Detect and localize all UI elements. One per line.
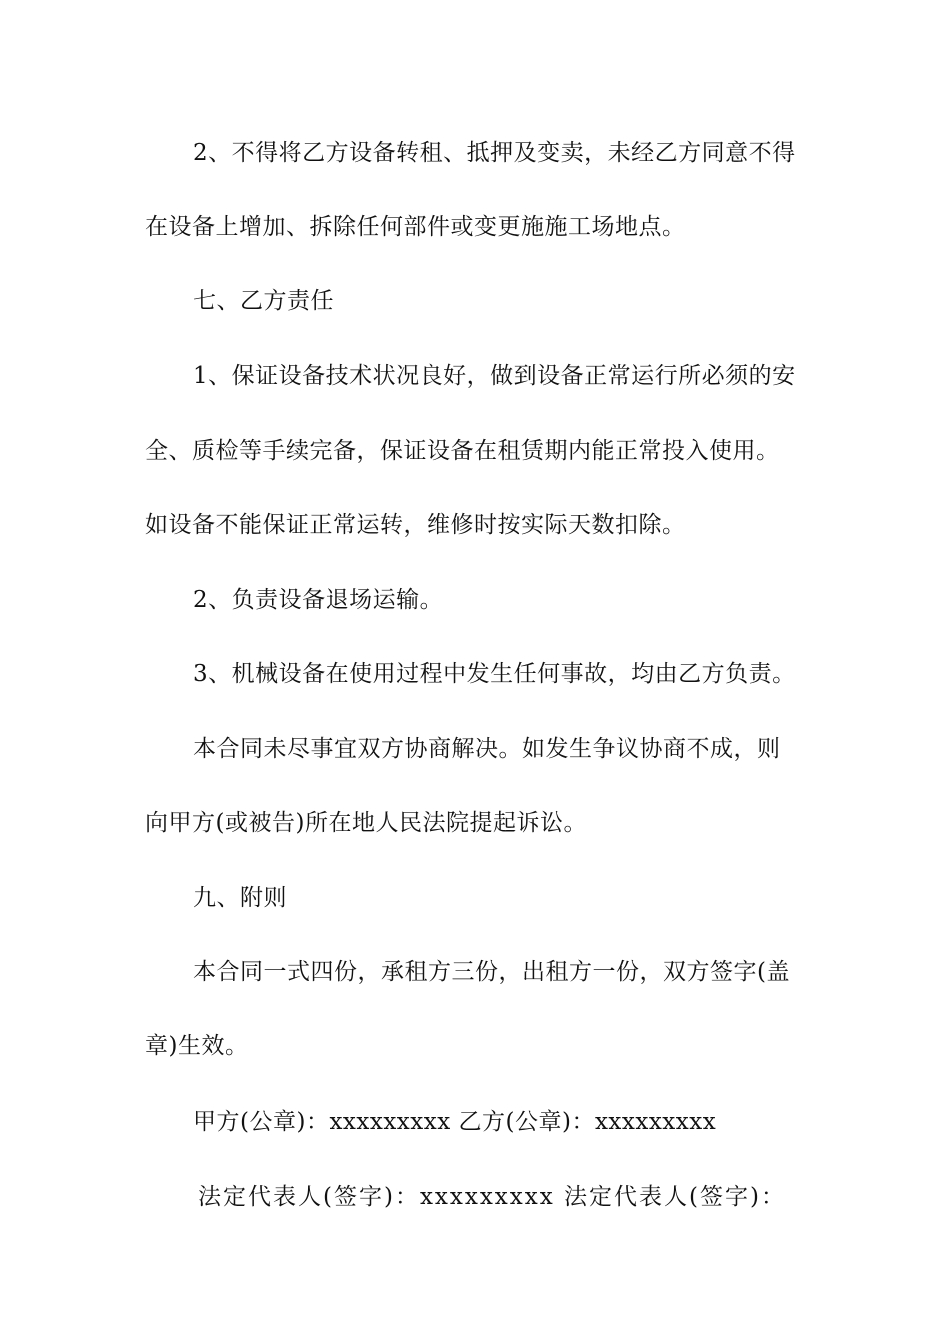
clause-7-item-2: 2、负责设备退场运输。 — [193, 587, 444, 613]
supplementary-clause-line-2: 章)生效。 — [145, 1033, 249, 1059]
clause-7-item-1-line-2: 全、质检等手续完备，保证设备在租赁期内能正常投入使用。 — [145, 438, 780, 464]
legal-representative-signature-line: 法定代表人(签字)：xxxxxxxxx 法定代表人(签字)： — [198, 1184, 786, 1210]
section-heading-supplementary: 九、附则 — [193, 885, 287, 911]
clause-7-item-3: 3、机械设备在使用过程中发生任何事故，均由乙方负责。 — [193, 661, 796, 687]
supplementary-clause-line-1: 本合同一式四份，承租方三份，出租方一份，双方签字(盖 — [193, 959, 790, 985]
clause-7-item-1-line-1: 1、保证设备技术状况良好，做到设备正常运行所必须的安 — [193, 363, 796, 389]
clause-6-item-2-line-1: 2、不得将乙方设备转租、抵押及变卖，未经乙方同意不得 — [193, 140, 796, 166]
clause-6-item-2-line-2: 在设备上增加、拆除任何部件或变更施施工场地点。 — [145, 214, 686, 240]
dispute-clause-line-2: 向甲方(或被告)所在地人民法院提起诉讼。 — [145, 810, 587, 836]
clause-7-item-1-line-3: 如设备不能保证正常运转，维修时按实际天数扣除。 — [145, 512, 686, 538]
party-seal-line: 甲方(公章)：xxxxxxxxx 乙方(公章)：xxxxxxxxx — [193, 1109, 717, 1135]
dispute-clause-line-1: 本合同未尽事宜双方协商解决。如发生争议协商不成，则 — [193, 736, 781, 762]
section-heading-party-b-duties: 七、乙方责任 — [193, 288, 334, 314]
